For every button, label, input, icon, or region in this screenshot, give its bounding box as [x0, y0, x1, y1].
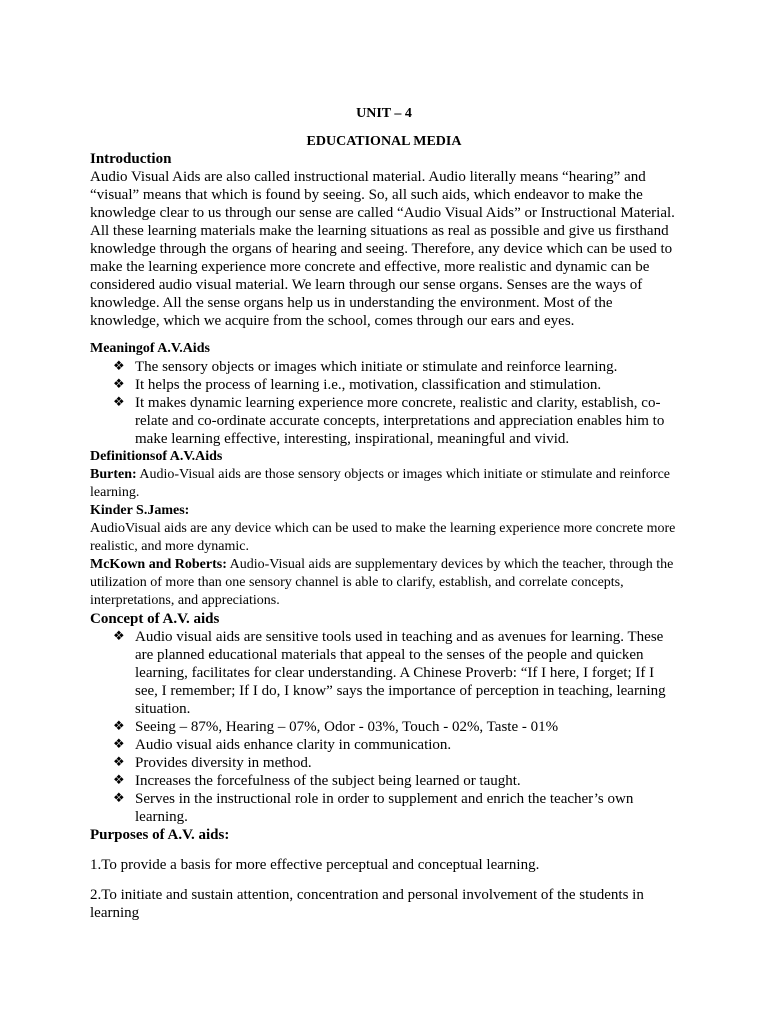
purpose-item: 2.To initiate and sustain attention, concentration and personal involvement of the students in learning — [90, 887, 644, 921]
definition-mckown: McKown and Roberts: Audio-Visual aids are supplementary devices by which the teacher, through the utilization of more than one sensory channel is able to clarify, establish, and correlate concepts, interpretations, and appreciations. — [90, 557, 674, 608]
definition-label: Kinder S.James: — [90, 503, 190, 518]
list-item: ❖ Audio visual aids are sensitive tools used in teaching and as avenues for learning. These are planned educational materials that appeal to the senses of the people and quicken learning, facilitates for clear understanding. A Chinese Proverb: “If I here, I forget; If I see, I remember; If I do, I know” says the importance of perception in teaching, learning situation. — [113, 629, 666, 717]
diamond-bullet-icon: ❖ — [113, 773, 125, 788]
diamond-bullet-icon: ❖ — [113, 791, 125, 806]
list-item: ❖ It helps the process of learning i.e., motivation, classification and stimulation. — [113, 377, 602, 393]
diamond-bullet-icon: ❖ — [113, 629, 125, 644]
definition-label: Burten: — [90, 467, 137, 482]
diamond-bullet-icon: ❖ — [113, 377, 125, 392]
list-item: ❖ Audio visual aids enhance clarity in communication. — [113, 737, 452, 753]
definition-label: McKown and Roberts: — [90, 557, 227, 572]
purposes-heading: Purposes of A.V. aids: — [90, 827, 230, 843]
concept-list — [90, 628, 678, 826]
diamond-bullet-icon: ❖ — [113, 737, 125, 752]
diamond-bullet-icon: ❖ — [113, 755, 125, 770]
list-item: ❖ Increases the forcefulness of the subject being learned or taught. — [113, 773, 521, 789]
definition-burten: Burten: Audio-Visual aids are those sensory objects or images which initiate or stimulate and reinforce learning. — [90, 467, 671, 500]
diamond-bullet-icon: ❖ — [113, 719, 125, 734]
list-item: ❖ The sensory objects or images which initiate or stimulate and reinforce learning. — [113, 359, 618, 375]
unit-heading: UNIT – 4 — [356, 106, 412, 121]
list-item: ❖ It makes dynamic learning experience more concrete, realistic and clarity, establish, co-relate and co-ordinate accurate concepts, interpretations and appreciation enables him to make learning effective, interesting, inspirational, meaningful and vivid. — [113, 395, 665, 447]
list-item: ❖ Seeing – 87%, Hearing – 07%, Odor - 03%, Touch - 02%, Taste - 01% — [113, 719, 559, 735]
definitions-heading: Definitionsof A.V.Aids — [90, 449, 223, 464]
concept-heading: Concept of A.V. aids — [90, 611, 220, 627]
intro-heading: Introduction — [90, 151, 172, 167]
diamond-bullet-icon: ❖ — [113, 395, 125, 410]
list-item: ❖ Provides diversity in method. — [113, 755, 312, 771]
document-title: EDUCATIONAL MEDIA — [306, 134, 462, 149]
list-item: ❖ Serves in the instructional role in order to supplement and enrich the teacher’s own learning. — [113, 791, 634, 825]
meaning-heading: Meaningof A.V.Aids — [90, 341, 210, 356]
purpose-item: 1.To provide a basis for more effective perceptual and conceptual learning. — [90, 857, 540, 873]
diamond-bullet-icon: ❖ — [113, 359, 125, 374]
definition-kinder: AudioVisual aids are any device which can be used to make the learning experience more concrete more realistic, and more dynamic. — [90, 521, 676, 554]
intro-paragraph: Audio Visual Aids are also called instructional material. Audio literally means “hearing” and “visual” means that which is found by seeing. So, all such aids, which endeavor to make the knowledge clear to us through our sense are called “Audio Visual Aids” or Instructional Material. All these learning materials make the learning situations as real as possible and give us firsthand knowledge through the organs of hearing and seeing. Therefore, any device which can be used to make the learning experience more concrete and effective, more realistic and dynamic can be considered audio visual material. We learn through our sense organs. Senses are the ways of knowledge. All the sense organs help us in understanding the environment. Most of the knowledge, which we acquire from the school, comes through our ears and eyes. — [90, 169, 675, 329]
meaning-list — [90, 358, 678, 448]
